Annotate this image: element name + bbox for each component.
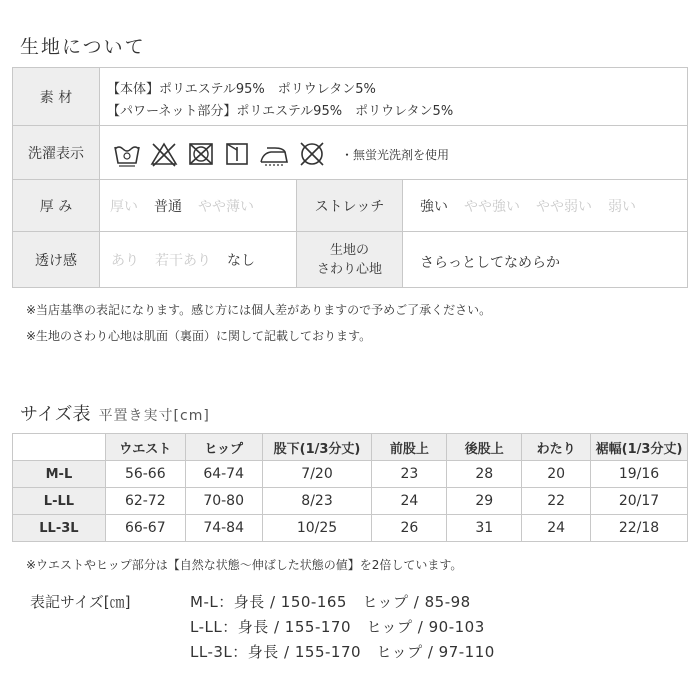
table-cell: 62-72 [105, 488, 185, 515]
material-line-1: 【本体】ポリエステル95% ポリウレタン5% [107, 82, 376, 97]
thickness-option-slightly-thin: やや薄い [198, 199, 254, 215]
table-cell: 22 [522, 488, 591, 515]
sheer-label: 透け感 [13, 232, 99, 287]
size-section-title [20, 400, 210, 426]
fabric-info-table [12, 67, 688, 288]
spec-line-ll-3l: LL-3L：身長 / 155-170 ヒップ / 97-110 [190, 643, 495, 661]
table-cell: 31 [447, 515, 522, 542]
spec-label: 表記サイズ[㎝] [30, 593, 131, 611]
header-back-rise: 後股上 [447, 434, 522, 461]
table-cell: 66-67 [105, 515, 185, 542]
stretch-option-weak: 弱い [608, 199, 636, 215]
sheer-option-slight: 若干あり [155, 253, 211, 269]
stretch-option-slightly-weak: やや弱い [536, 199, 592, 215]
table-cell: 20 [522, 461, 591, 488]
stretch-options [420, 180, 652, 232]
table-cell: 64-74 [185, 461, 262, 488]
thickness-option-thick: 厚い [110, 199, 138, 215]
wash-icons [113, 129, 449, 179]
wash-label: 洗濯表示 [13, 126, 99, 179]
size-subtitle: 平置き実寸[cm] [98, 408, 210, 424]
sheer-option-none: なし [227, 253, 255, 269]
fabric-note-2: ※生地のさわり心地は肌面（裏面）に関して記載しております。 [26, 329, 372, 343]
wash-30-gentle-icon [113, 141, 141, 167]
fabric-section-title: 生地について [20, 36, 146, 58]
table-cell: 56-66 [105, 461, 185, 488]
table-cell: 8/23 [262, 488, 372, 515]
row-size-name: LL-3L [13, 515, 106, 542]
header-hip: ヒップ [185, 434, 262, 461]
fabric-note-1: ※当店基準の表記になります。感じ方には個人差がありますので予めご了承ください。 [26, 303, 492, 317]
no-tumble-dry-icon [187, 141, 215, 167]
table-cell: 22/18 [591, 515, 688, 542]
table-cell: 10/25 [262, 515, 372, 542]
size-table [12, 433, 688, 542]
table-cell: 24 [522, 515, 591, 542]
header-inseam: 股下(1/3分丈) [262, 434, 372, 461]
row-size-name: L-LL [13, 488, 106, 515]
thickness-option-normal: 普通 [154, 199, 182, 215]
spec-line-l-ll: L-LL：身長 / 155-170 ヒップ / 90-103 [190, 618, 485, 636]
table-cell: 70-80 [185, 488, 262, 515]
no-bleach-icon [150, 141, 178, 167]
size-title: サイズ表 [20, 404, 91, 425]
table-cell: 28 [447, 461, 522, 488]
header-blank [13, 434, 106, 461]
table-cell: 74-84 [185, 515, 262, 542]
iron-low-icon [259, 141, 289, 167]
header-thigh: わたり [522, 434, 591, 461]
sheer-option-yes: あり [111, 253, 139, 269]
header-front-rise: 前股上 [372, 434, 447, 461]
material-line-2: 【パワーネット部分】ポリエステル95% ポリウレタン5% [107, 104, 454, 119]
no-dry-clean-icon [298, 141, 326, 167]
header-hem-width: 裾幅(1/3分丈) [591, 434, 688, 461]
table-cell: 29 [447, 488, 522, 515]
table-cell: 23 [372, 461, 447, 488]
thickness-label: 厚 み [13, 180, 99, 231]
size-note: ※ウエストやヒップ部分は【自然な状態〜伸ばした状態の値】を2倍しています。 [26, 558, 463, 572]
stretch-option-strong: 強い [420, 199, 448, 215]
wash-note: ・無蛍光洗剤を使用 [341, 147, 450, 162]
touch-label-line-1: 生地の [329, 242, 369, 258]
header-waist: ウエスト [105, 434, 185, 461]
touch-label [297, 232, 402, 287]
table-cell: 26 [372, 515, 447, 542]
table-row [13, 515, 688, 542]
stretch-option-slightly-strong: やや強い [464, 199, 520, 215]
table-cell: 7/20 [262, 461, 372, 488]
stretch-label: ストレッチ [297, 180, 402, 231]
touch-label-line-2: さわり心地 [316, 261, 382, 277]
line-dry-icon [224, 141, 250, 167]
table-row [13, 488, 688, 515]
spec-line-m-l: M-L：身長 / 150-165 ヒップ / 85-98 [190, 593, 471, 611]
table-row [13, 461, 688, 488]
table-cell: 19/16 [591, 461, 688, 488]
table-cell: 20/17 [591, 488, 688, 515]
table-cell: 24 [372, 488, 447, 515]
touch-value: さらっとしてなめらか [420, 255, 560, 271]
material-label: 素 材 [13, 68, 99, 125]
row-size-name: M-L [13, 461, 106, 488]
sheer-options [111, 234, 271, 286]
size-table-header [13, 434, 688, 461]
thickness-options [110, 180, 270, 232]
